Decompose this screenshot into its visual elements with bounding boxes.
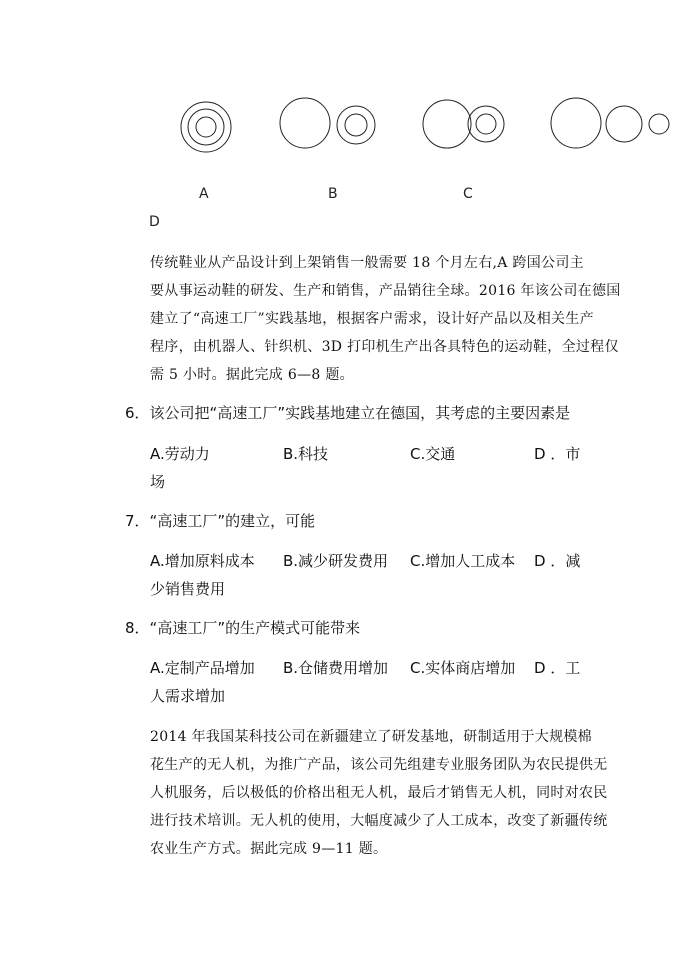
passage-line: 进行技术培训。无人机的使用，大幅度减少了人工成本，改变了新疆传统 [150, 813, 608, 829]
question-6-choice-c: C.交通 [410, 445, 456, 463]
diagram-d-small-circle [649, 114, 669, 134]
question-7-choice-b: B.减少研发费用 [283, 552, 389, 570]
question-7-choice-c: C.增加人工成本 [410, 552, 516, 570]
question-6-choice-d-wrap: 场 [150, 473, 166, 491]
diagram-a-middle-circle [188, 109, 224, 145]
diagram-b-outer-circle [337, 106, 375, 144]
question-6-choice-d: D ．市 [534, 445, 581, 463]
passage-shoe-factory [150, 249, 621, 389]
question-8-choice-c: C.实体商店增加 [410, 659, 516, 677]
diagram-d-large-circle [551, 98, 601, 148]
diagram-c-outer-circle [468, 106, 504, 142]
question-7-choice-a: A.增加原料成本 [150, 552, 255, 570]
question-6-stem: 6．该公司把“高速工厂”实践基地建立在德国，其考虑的主要因素是 [125, 404, 571, 422]
diagram-b-inner-circle [345, 114, 367, 136]
passage-line: 传统鞋业从产品设计到上架销售一般需要 18 个月左右,A 跨国公司主 [150, 255, 584, 271]
diagram-d-medium-circle [606, 106, 642, 142]
question-7-stem: 7．“高速工厂”的建立，可能 [125, 512, 316, 530]
passage-line: 程序，由机器人、针织机、3D 打印机生产出各具特色的运动鞋，全过程仅 [150, 339, 619, 355]
diagram-d [551, 98, 669, 148]
question-8-choice-a: A.定制产品增加 [150, 659, 255, 677]
passage-line: 要从事运动鞋的研发、生产和销售，产品销往全球。2016 年该公司在德国 [150, 283, 621, 299]
passage-line: 花生产的无人机，为推广产品，该公司先组建专业服务团队为农民提供无 [150, 757, 608, 773]
question-7-choices [150, 547, 590, 603]
passage-line: 农业生产方式。据此完成 9—11 题。 [150, 841, 388, 857]
question-8-choice-d: D ．工 [534, 659, 581, 677]
diagram-c [423, 100, 504, 148]
circle-diagrams [0, 0, 688, 240]
passage-line: 建立了“高速工厂”实践基地，根据客户需求，设计好产品以及相关生产 [150, 311, 594, 327]
question-6-choice-b: B.科技 [283, 445, 329, 463]
question-8-choice-b: B.仓储费用增加 [283, 659, 389, 677]
diagram-a [181, 102, 231, 152]
diagram-c-large-circle [423, 100, 471, 148]
question-6-choices [150, 440, 590, 496]
passage-line: 需 5 小时。据此完成 6—8 题。 [150, 367, 354, 383]
question-8-choice-d-wrap: 人需求增加 [150, 687, 226, 705]
diagram-b [280, 98, 375, 148]
diagram-a-inner-circle [196, 117, 216, 137]
question-6-choice-a: A.劳动力 [150, 445, 210, 463]
question-7-choice-d: D ．减 [534, 552, 581, 570]
passage-line: 人机服务，后以极低的价格出租无人机，最后才销售无人机，同时对农民 [150, 785, 608, 801]
question-8-choices [150, 654, 590, 710]
circle-options-figure [0, 0, 688, 240]
option-label-c: C [463, 186, 473, 202]
diagram-b-large-circle [280, 98, 330, 148]
option-label-d: D [149, 214, 160, 230]
question-7-choice-d-wrap: 少销售费用 [150, 580, 226, 598]
passage-drone-company [150, 723, 608, 863]
diagram-c-inner-circle [476, 114, 496, 134]
question-8-stem: 8．“高速工厂”的生产模式可能带来 [125, 619, 361, 637]
passage-line: 2014 年我国某科技公司在新疆建立了研发基地，研制适用于大规模棉 [150, 729, 592, 745]
option-label-b: B [328, 186, 338, 202]
option-label-a: A [199, 186, 209, 202]
